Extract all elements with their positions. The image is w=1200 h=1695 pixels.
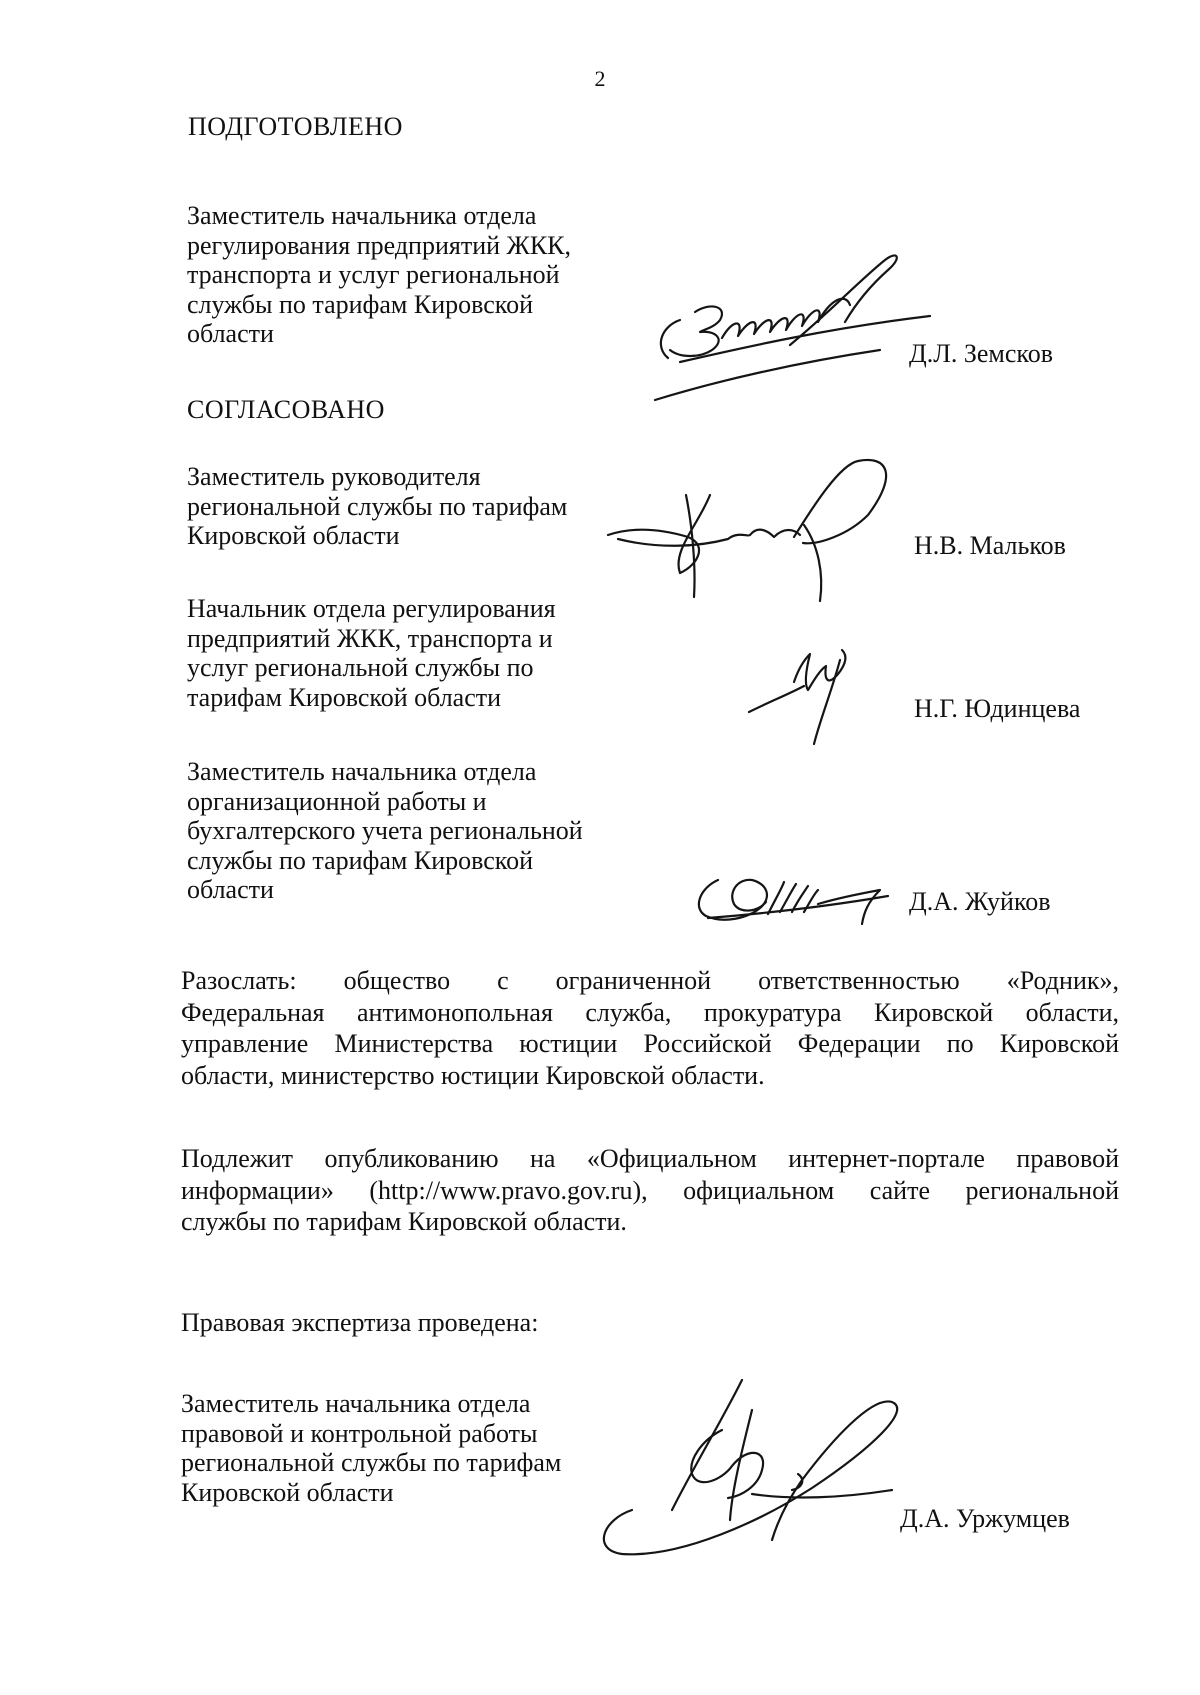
position-line: Кировской области <box>181 1477 394 1507</box>
distribution-line: области, министерство юстиции Кировской области. <box>181 1060 765 1090</box>
prepared-position <box>187 201 571 349</box>
signer-name-urzhumtsev: Д.А. Уржумцев <box>900 1504 1070 1533</box>
prepared-heading: ПОДГОТОВЛЕНО <box>188 112 403 141</box>
position-line: Заместитель начальника отдела <box>181 1389 531 1418</box>
position-line: организационной работы и <box>187 786 487 816</box>
position-line: региональной службы по тарифам <box>187 491 568 521</box>
agreed-position-2 <box>187 594 556 712</box>
signature-yudintseva <box>744 640 874 750</box>
signer-name-yudintseva: Н.Г. Юдинцева <box>914 694 1081 723</box>
agreed-position-3 <box>187 757 583 905</box>
position-line: Начальник отдела регулирования <box>187 594 556 623</box>
distribution-line: управление Министерства юстиции Российской Федерации по Кировской <box>181 1029 1119 1058</box>
position-line: правовой и контрольной работы <box>181 1418 538 1448</box>
signature-urzhumtsev <box>592 1370 932 1560</box>
distribution-paragraph <box>181 965 1119 1091</box>
position-line: Заместитель руководителя <box>187 462 481 491</box>
distribution-line: Федеральная антимонопольная служба, прокуратура Кировской области, <box>181 997 1119 1027</box>
signer-name-malkov: Н.В. Мальков <box>914 531 1066 560</box>
position-line: услуг региональной службы по <box>187 653 534 682</box>
position-line: предприятий ЖКК, транспорта и <box>187 623 553 653</box>
publication-line: Подлежит опубликованию на «Официальном интернет-портале правовой <box>181 1144 1119 1173</box>
position-line: регулирования предприятий ЖКК, <box>187 230 572 260</box>
agreed-heading: СОГЛАСОВАНО <box>187 395 385 424</box>
signature-malkov <box>598 455 918 605</box>
position-line: области <box>187 875 274 904</box>
legal-review-position <box>181 1389 561 1507</box>
signer-name-zhuikov: Д.А. Жуйков <box>909 887 1051 916</box>
position-line: Заместитель начальника отдела <box>187 201 537 230</box>
page-number: 2 <box>594 66 606 91</box>
position-line: Кировской области <box>187 521 400 550</box>
position-line: тарифам Кировской области <box>187 682 502 712</box>
agreed-position-1 <box>187 462 567 551</box>
signer-name-zemskov: Д.Л. Земсков <box>909 339 1054 368</box>
position-line: службы по тарифам Кировской <box>187 289 534 319</box>
signature-zemskov <box>640 250 940 410</box>
publication-paragraph <box>181 1143 1119 1238</box>
distribution-line: Разослать: общество с ограниченной ответственностью «Родник», <box>181 966 1119 995</box>
position-line: области <box>187 319 274 348</box>
position-line: транспорта и услуг региональной <box>187 260 560 289</box>
position-line: бухгалтерского учета региональной <box>187 816 583 845</box>
position-line: региональной службы по тарифам <box>181 1448 562 1477</box>
signature-zhuikov <box>688 868 898 938</box>
publication-line: информации» (http://www.pravo.gov.ru), официальном сайте региональной <box>181 1175 1119 1205</box>
legal-review-heading: Правовая экспертиза проведена: <box>181 1308 539 1337</box>
position-line: Заместитель начальника отдела <box>187 757 537 786</box>
publication-line: службы по тарифам Кировской области. <box>181 1207 627 1236</box>
position-line: службы по тарифам Кировской <box>187 845 534 875</box>
